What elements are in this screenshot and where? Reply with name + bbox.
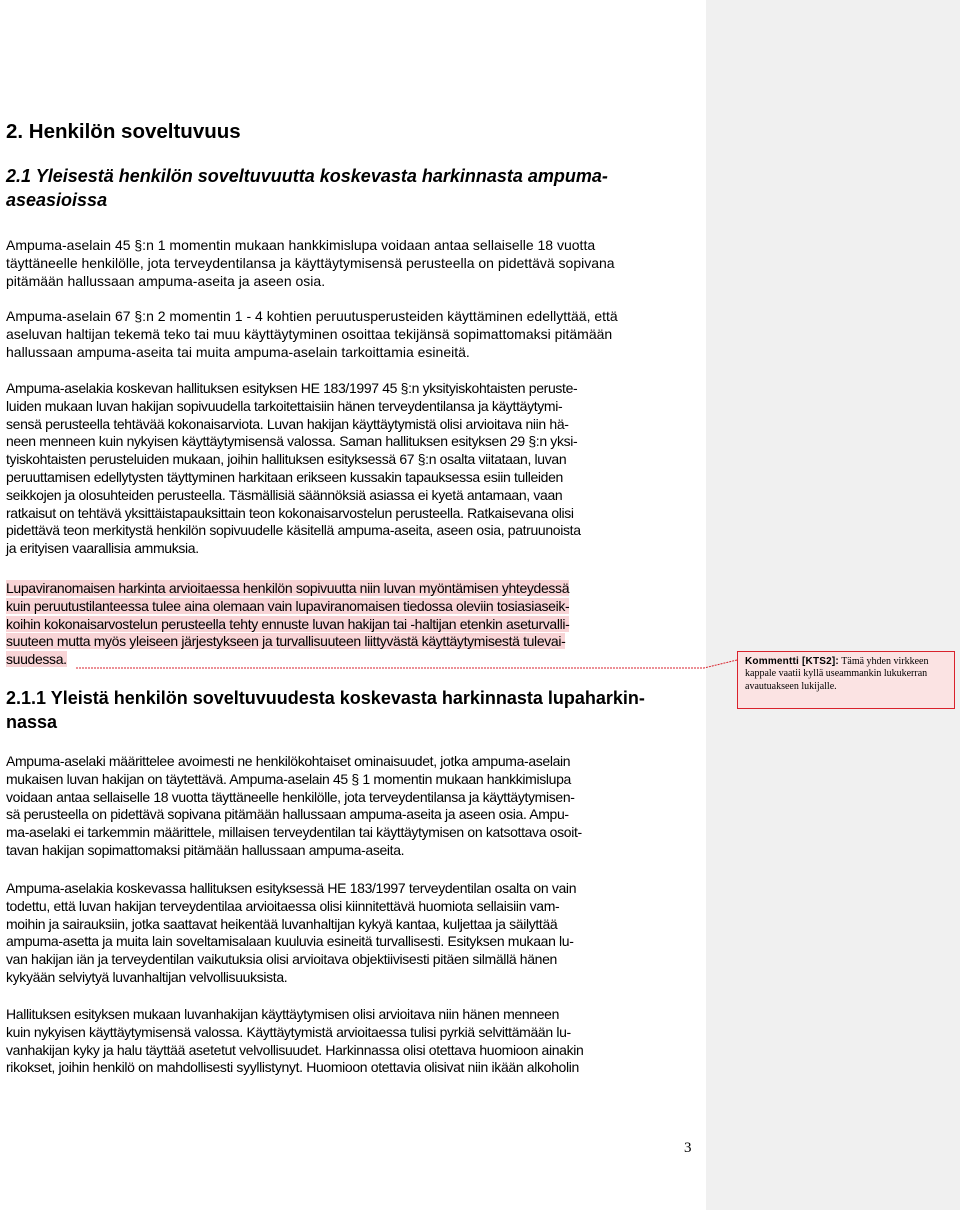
text-line: tavan hakijan sopimattomaksi pitämään hallussaan ampuma-aseita. — [6, 841, 405, 858]
text-line: sensä perusteella tehtävää kokonaisarviota. Luvan hakijan käyttäytymistä olisi arvioitava niin hä- — [6, 415, 569, 432]
comment-text: Tämä yhden virkkeen kappale vaatii kyllä useammankin lukukerran avautuakseen lukijalle. — [745, 656, 929, 692]
text-line: moihin ja sairauksiin, jotka saattavat heikentää luvanhaltijan kykyä kantaa, kuljettaa ja säilyttää — [6, 915, 558, 932]
text-line: Hallituksen esityksen mukaan luvanhakijan käyttäytymisen olisi arvioitava niin hänen menneen — [6, 1006, 560, 1022]
text-line: ratkaisut on tehtävä yksittäistapauksittain teon kokonaisarvostelun perusteella. Ratkaisevana olisi — [6, 504, 574, 521]
text-line: sä perusteella on pidettävä sopivana pitämään hallussaan ampuma-aseita ja aseen osia. Ampu- — [6, 806, 569, 823]
text-line: kuin nykyisen käyttäytymisensä valossa. Käyttäytymistä arvioitaessa tulisi pyrkiä selvittämään lu- — [6, 1023, 571, 1040]
text-line: mukaisen luvan hakijan on täytettävä. Ampuma-aselain 45 § 1 momentin mukaan hankkimislupa — [6, 770, 571, 787]
text-line: pitämään hallussaan ampuma-aseita ja aseen osia. — [6, 272, 326, 289]
text-line: Ampuma-aselakia koskevan hallituksen esityksen HE 183/1997 45 §:n yksityiskohtaisten peruste- — [6, 380, 578, 396]
section-heading: 2. Henkilön soveltuvuus — [6, 120, 241, 143]
text-line: van hakijan iän ja terveydentilan vaikutuksia olisi arvioitava objektiivisesti pitäen silmällä hänen — [6, 951, 557, 968]
highlighted-text: suudessa. — [6, 651, 67, 668]
text-line: Ampuma-aselain 45 §:n 1 momentin mukaan hankkimislupa voidaan antaa sellaiselle 18 vuotta — [6, 237, 596, 253]
text-line: voidaan antaa sellaiselle 18 vuotta täyttäneelle henkilölle, jota terveydentilansa ja käyttäytymisen- — [6, 788, 575, 805]
page-number: 3 — [684, 1140, 692, 1156]
text-line: ma-aselaki ei tarkemmin määrittele, millaisen terveydentilan tai käyttäytymisen on katsottava osoit- — [6, 824, 582, 841]
comment-balloon[interactable] — [737, 651, 955, 709]
text-line: pidettävä teon merkitystä henkilön sopivuudelle käsitellä ampuma-aseita, aseen osia, patruunoista — [6, 522, 581, 539]
text-line: ampuma-asetta ja muita lain soveltamisalaan kuuluvia esineitä turvallisesti. Esityksen mukaan lu- — [6, 933, 574, 950]
heading-line: nassa — [6, 712, 58, 732]
text-line: tyiskohtaisten perusteluiden mukaan, joihin hallituksen esityksessä 67 §:n osalta viitataan, luvan — [6, 451, 567, 468]
text-line: Ampuma-aselaki määrittelee avoimesti ne henkilökohtaiset ominaisuudet, jotka ampuma-aselain — [6, 753, 571, 769]
heading-line: 2.1 Yleisestä henkilön soveltuvuutta koskevasta harkinnasta ampuma- — [6, 166, 608, 186]
text-line: ja erityisen vaarallisia ammuksia. — [6, 540, 199, 557]
text-line: peruuttamisen edellytysten täyttyminen harkitaan erikseen kussakin tapauksessa esiin tulleiden — [6, 468, 563, 485]
text-line: neen menneen kuin nykyisen käyttäytymisensä valossa. Saman hallituksen esityksen 29 §:n yksi- — [6, 433, 578, 450]
highlighted-text: suuteen mutta myös yleiseen järjestykseen ja turvallisuuteen liittyvästä käyttäytymisestä tulevai- — [6, 633, 566, 650]
text-line: luiden mukaan luvan hakijan sopivuudella tarkoitettaisiin hänen terveydentilansa ja käyttäytymi- — [6, 397, 563, 414]
text-line: todettu, että luvan hakijan terveydentilaa arvioitaessa olisi kiinnitettävä huomiota sellaisiin vam- — [6, 897, 560, 914]
text-line: rikokset, joihin henkilö on mahdollisesti syyllistynyt. Huomioon otettavia olisivat niin ikään alkoholin — [6, 1059, 579, 1076]
heading-line: aseasioissa — [6, 190, 108, 210]
highlighted-text: kuin peruutustilanteessa tulee aina olemaan vain lupaviranomaisen tiedossa oleviin tosiasiaseik- — [6, 597, 570, 614]
text-line: hallussaan ampuma-aseita tai muita ampuma-aselain tarkoittamia esineitä. — [6, 343, 470, 360]
text-line: vanhakijan kyky ja halu täyttää asetetut velvollisuudet. Harkinnassa olisi otettava huomioon ainakin — [6, 1041, 584, 1058]
text-line: seikkojen ja olosuhteiden perusteella. Täsmällisiä säännöksiä asiassa ei kyetä antamaan, vaan — [6, 486, 563, 503]
text-line: aseluvan haltijan tekemä teko tai muu käyttäytyminen osoittaa tekijänsä sopimattomaksi pitämään — [6, 325, 613, 342]
comment-label: Kommentti [KTS2]: — [745, 656, 839, 667]
text-line: Ampuma-aselain 67 §:n 2 momentin 1 - 4 kohtien peruutusperusteiden käyttäminen edellyttää, että — [6, 308, 618, 324]
highlighted-text: Lupaviranomaisen harkinta arvioitaessa henkilön sopivuutta niin luvan myöntämisen yhteydessä — [6, 580, 570, 596]
text-line: täyttäneelle henkilölle, jota terveydentilansa ja käyttäytymisensä perusteella on pidettävä sopivana — [6, 254, 615, 271]
highlighted-text: koihin kokonaisarvostelun perusteella tehty ennuste luvan hakijan tai -haltijan etenkin aseturvalli- — [6, 615, 570, 632]
text-line: kykyään selviytyä luvanhaltijan velvollisuuksista. — [6, 968, 288, 985]
heading-line: 2.1.1 Yleistä henkilön soveltuvuudesta koskevasta harkinnasta lupaharkin- — [6, 688, 645, 708]
text-line: Ampuma-aselakia koskevassa hallituksen esityksessä HE 183/1997 terveydentilan osalta on vain — [6, 880, 577, 896]
